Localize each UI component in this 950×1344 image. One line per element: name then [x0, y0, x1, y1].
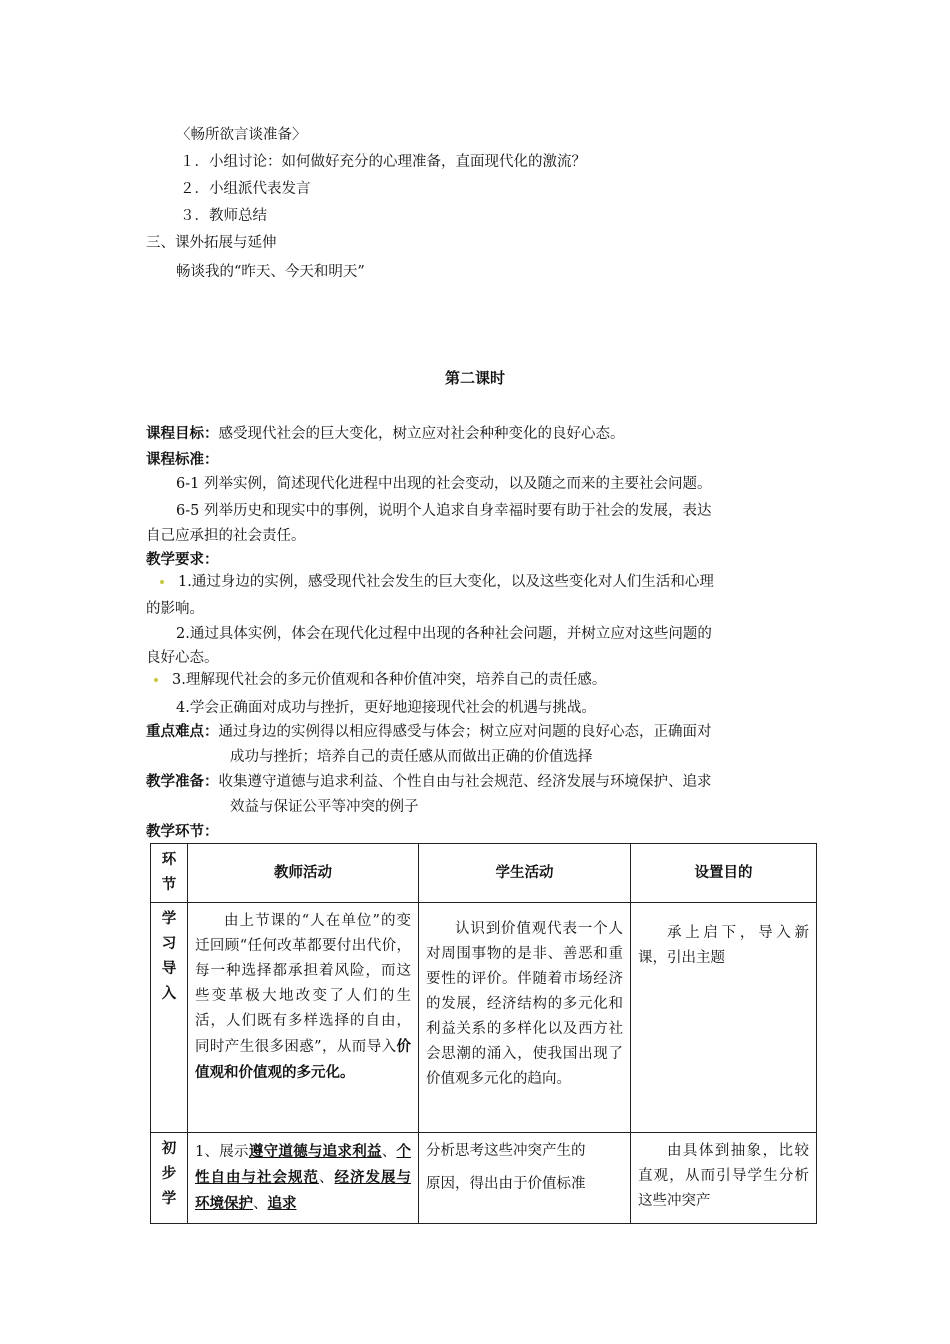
teacher-text: 由上节课的“人在单位”的变迁回顾“任何改革都要付出代价，每一种选择都承担着风险，而这些变革极大地改变了人们的生活，人们既有多样选择的自由，同时产生很多困惑”，从而导入 [195, 913, 411, 1055]
requirement-item-cont: 良好心态。 [146, 650, 219, 666]
requirement-item: 2.通过具体实例，体会在现代化过程中出现的各种社会问题，并树立应对这些问题的 [176, 626, 712, 642]
table-row [151, 903, 817, 1133]
list-item: １．小组讨论：如何做好充分的心理准备，直面现代化的激流？ [180, 154, 586, 170]
goals-text: 感受现代社会的巨大变化，树立应对社会种种变化的良好心态。 [218, 426, 625, 442]
marker-dot [160, 580, 164, 584]
list-item: ２．小组派代表发言 [180, 181, 311, 197]
teacher-activity [188, 903, 419, 1133]
steps-label: 教学环节： [146, 824, 219, 840]
standard-item-cont: 自己应承担的社会责任。 [146, 528, 306, 544]
preparation-label: 教学准备： [146, 774, 219, 790]
table-header-row [151, 844, 817, 903]
standard-item: 6-1 列举实例，简述现代化进程中出现的社会变动，以及随之而来的主要社会问题。 [176, 476, 712, 492]
course-goals [146, 424, 625, 444]
purpose: 由具体到抽象，比较直观，从而引导学生分析这些冲突产 [631, 1133, 817, 1224]
goals-label: 课程目标： [146, 426, 219, 442]
purpose: 承上启下，导入新课，引出主题 [631, 903, 817, 1133]
marker-dot [154, 678, 158, 682]
list-item: ３．教师总结 [180, 208, 267, 224]
preparation-text: 收集遵守道德与追求利益、个性自由与社会规范、经济发展与环境保护、追求 [218, 774, 712, 790]
header-student: 学生活动 [419, 844, 631, 903]
requirement-item [154, 670, 606, 690]
page-title: 第二课时 [444, 369, 505, 387]
teacher-activity: 1、展示遵守道德与追求利益、个性自由与社会规范、经济发展与环境保护、追求 [188, 1133, 419, 1224]
student-line: 原因，得出由于价值标准 [426, 1176, 586, 1192]
requirement-item: 4.学会正确面对成功与挫折，更好地迎接现代社会的机遇与挑战。 [176, 700, 596, 716]
section-three-text: 畅谈我的“昨天、今天和明天” [176, 264, 365, 280]
student-line: 分析思考这些冲突产生的 [426, 1143, 586, 1159]
requirement-item [160, 572, 714, 592]
header-purpose: 设置目的 [631, 844, 817, 903]
requirement-text: 3.理解现代社会的多元价值观和各种价值冲突，培养自己的责任感。 [172, 672, 607, 688]
row-stage: 学习导入 [151, 903, 188, 1133]
requirement-text: 1.通过身边的实例，感受现代社会发生的巨大变化，以及这些变化对人们生活和心理 [178, 574, 714, 590]
standard-item: 6-5 列举历史和现实中的事例，说明个人追求自身幸福时要有助于社会的发展，表达 [176, 503, 712, 519]
key-points-cont: 成功与挫折；培养自己的责任感从而做出正确的价值选择 [230, 749, 593, 765]
teacher-text-bold: 价值观和价值观的多元化。 [195, 1038, 411, 1081]
lesson-plan-table [150, 843, 817, 1224]
student-activity [419, 1133, 631, 1224]
key-points [146, 722, 712, 742]
standards-label: 课程标准： [146, 452, 219, 468]
table-row [151, 1133, 817, 1224]
row-stage: 初步学 [151, 1133, 188, 1224]
section-three-heading: 三、课外拓展与延伸 [146, 235, 277, 251]
preparation-cont: 效益与保证公平等冲突的例子 [230, 799, 419, 815]
requirements-label: 教学要求： [146, 552, 219, 568]
key-points-text: 通过身边的实例得以相应得感受与体会；树立应对问题的良好心态，正确面对 [218, 724, 712, 740]
student-activity: 认识到价值观代表一个人对周围事物的是非、善恶和重要性的评价。伴随着市场经济的发展，经济结构的多元化和利益关系的多样化以及西方社会思潮的涌入，使我国出现了价值观多元化的趋向。 [419, 903, 631, 1133]
preparation [146, 772, 712, 792]
requirement-item-cont: 的影响。 [146, 601, 204, 617]
section-heading: 〈畅所欲言谈准备〉 [176, 127, 307, 143]
header-stage: 环节 [151, 844, 188, 903]
header-teacher: 教师活动 [188, 844, 419, 903]
key-points-label: 重点难点： [146, 724, 219, 740]
